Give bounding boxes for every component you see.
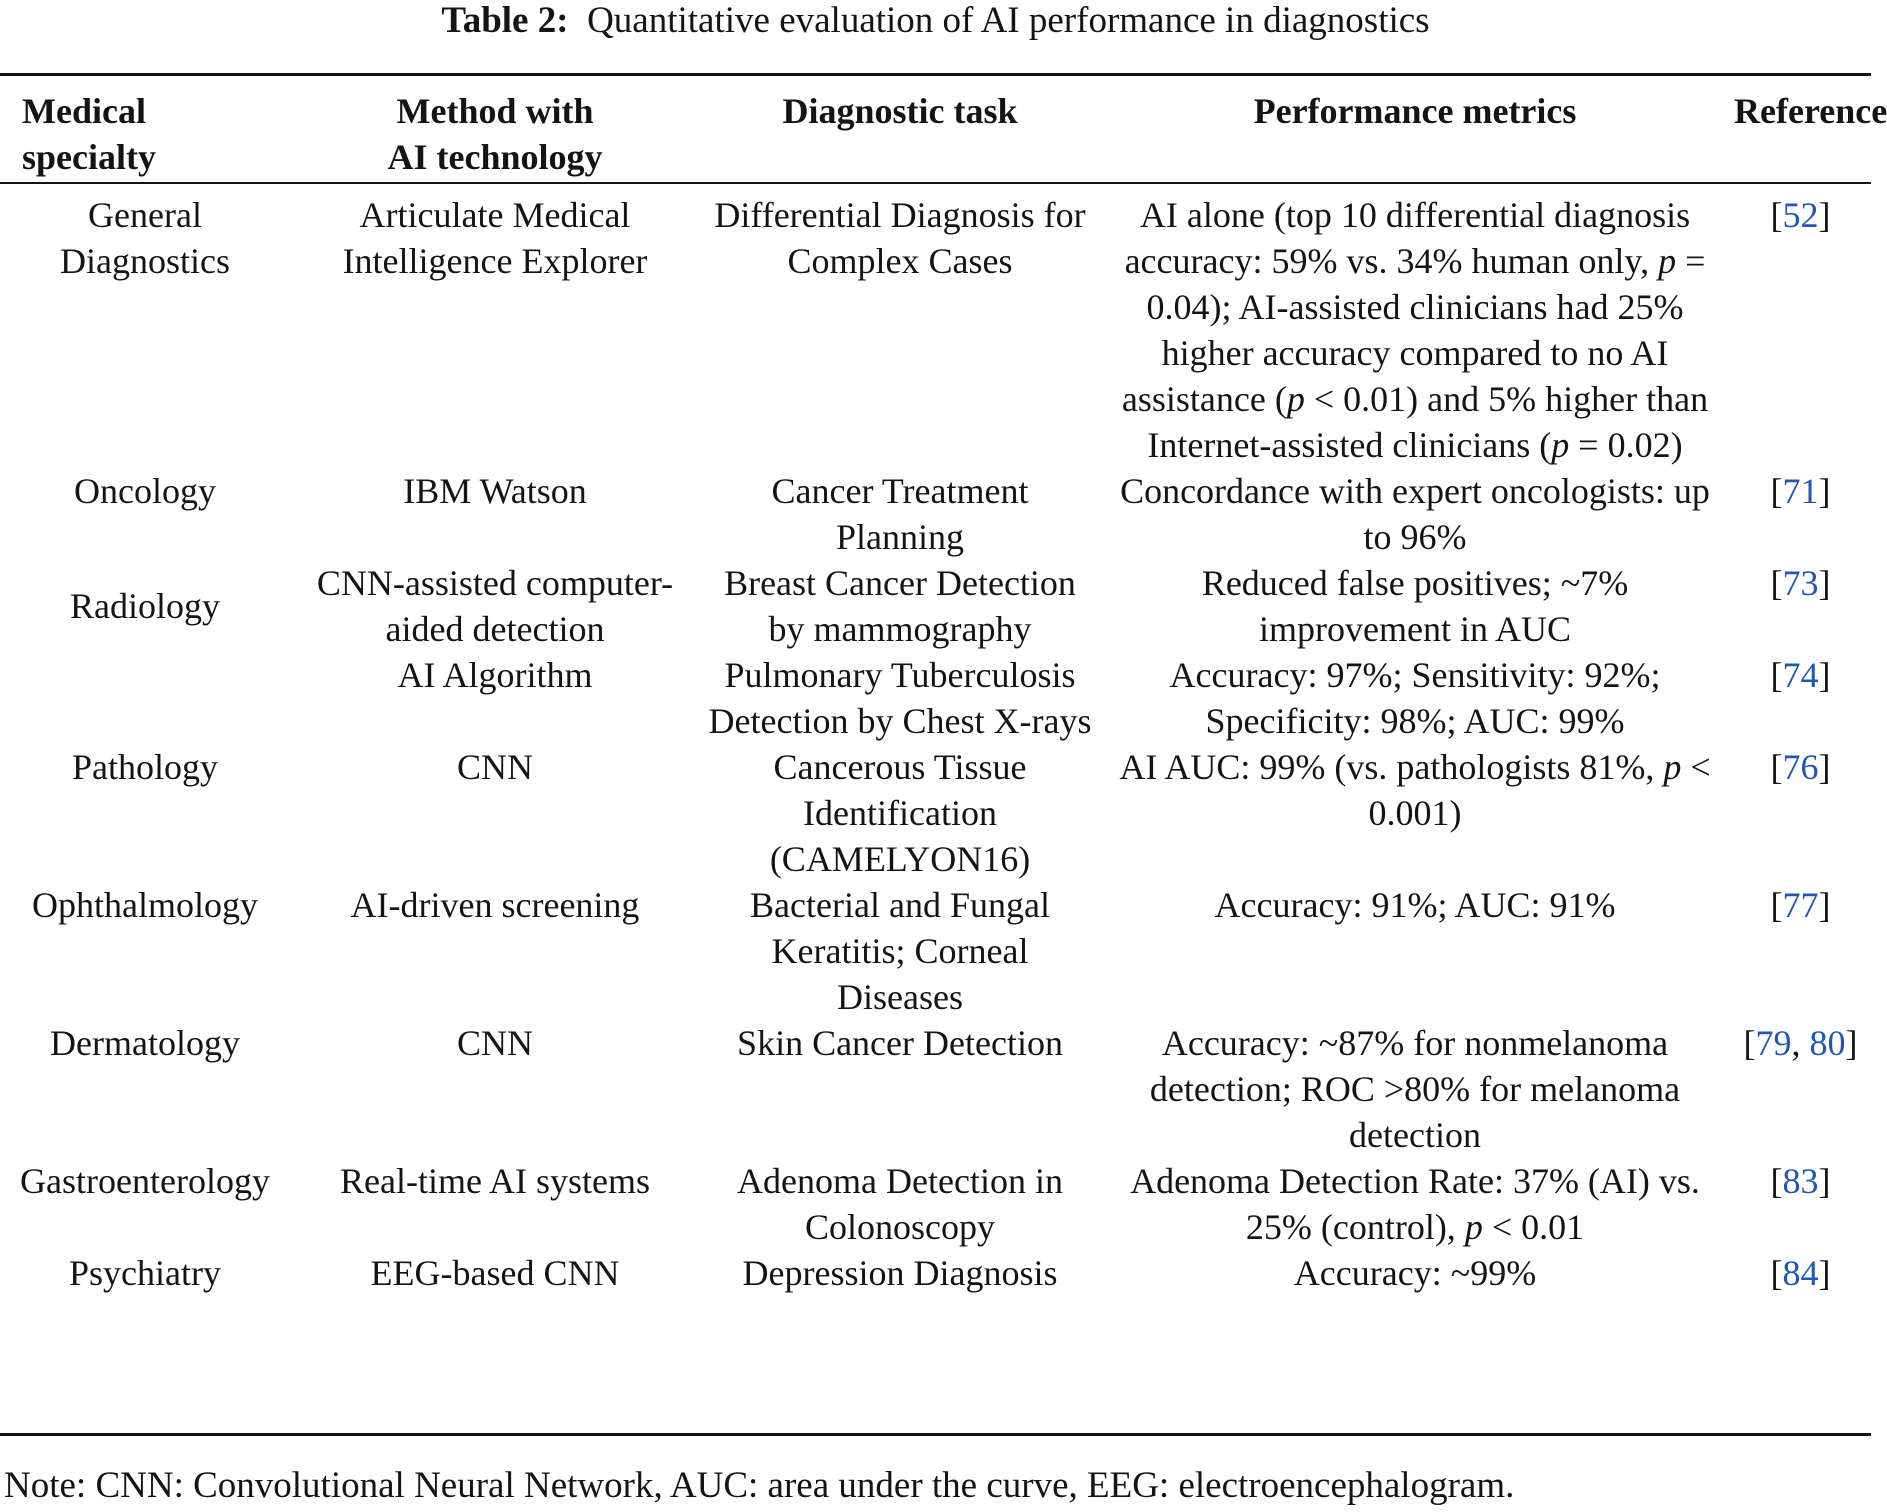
table-note: Note: CNN: Convolutional Neural Network, AUC: area under the curve, EEG: electroencephalogram.	[4, 1465, 1515, 1506]
reference-link[interactable]: 83	[1782, 1161, 1819, 1201]
cell-method: CNN-assisted computer-aided detection	[316, 563, 674, 649]
header-task: Diagnostic task	[782, 91, 1018, 131]
cell-reference: [52]	[1770, 195, 1831, 235]
cell-metrics: AI alone (top 10 differential diagnosis accuracy: 59% vs. 34% human only, p = 0.04); AI-assisted clinicians had 25% higher accuracy compared to no AI assistance (p < 0.01) and 5% higher than Internet-assisted clinicians (p = 0.02)	[1121, 195, 1709, 465]
cell-method: Real-time AI systems	[340, 1161, 650, 1201]
cell-method: AI Algorithm	[397, 655, 593, 695]
reference-link[interactable]: 79	[1755, 1023, 1792, 1063]
cell-reference: [76]	[1770, 747, 1831, 787]
table-label: Table 2:	[441, 0, 569, 41]
top-rule	[0, 73, 1871, 76]
cell-method: CNN	[456, 747, 533, 787]
cell-reference: [83]	[1770, 1161, 1831, 1201]
table-row	[0, 1020, 1871, 1158]
cell-task: Bacterial and Fungal Keratitis; Corneal Diseases	[750, 885, 1050, 1017]
table-row	[0, 1158, 1871, 1250]
header-method	[290, 78, 700, 180]
header-method-line2: AI technology	[387, 137, 603, 177]
cell-specialty: Ophthalmology	[32, 885, 258, 925]
header-method-line1: Method with	[396, 91, 594, 131]
cell-metrics: Accuracy: 91%; AUC: 91%	[1214, 885, 1616, 925]
cell-specialty: General Diagnostics	[60, 195, 230, 281]
cell-specialty: Gastroenterology	[20, 1161, 270, 1201]
cell-specialty	[0, 652, 290, 744]
reference-link[interactable]: 71	[1782, 471, 1819, 511]
header-reference: Reference	[1734, 91, 1887, 131]
bottom-rule	[0, 1433, 1871, 1436]
cell-task: Pulmonary Tuberculosis Detection by Chest X-rays	[708, 655, 1092, 741]
cell-metrics: Concordance with expert oncologists: up to 96%	[1120, 471, 1710, 557]
cell-task: Adenoma Detection in Colonoscopy	[737, 1161, 1063, 1247]
reference-link[interactable]: 73	[1782, 563, 1819, 603]
cell-metrics: Accuracy: 97%; Sensitivity: 92%; Specificity: 98%; AUC: 99%	[1169, 655, 1661, 741]
cell-specialty: Radiology	[70, 586, 220, 626]
table-row	[0, 1250, 1871, 1296]
cell-reference: [79, 80]	[1743, 1023, 1858, 1063]
cell-metrics: AI AUC: 99% (vs. pathologists 81%, p < 0.001)	[1119, 747, 1711, 833]
table-row	[0, 744, 1871, 882]
cell-task: Skin Cancer Detection	[737, 1023, 1063, 1063]
cell-method: AI-driven screening	[350, 885, 640, 925]
table-title: Quantitative evaluation of AI performance in diagnostics	[587, 0, 1430, 41]
cell-task: Depression Diagnosis	[742, 1253, 1058, 1293]
cell-reference: [84]	[1770, 1253, 1831, 1293]
cell-reference: [74]	[1770, 655, 1831, 695]
cell-reference: [71]	[1770, 471, 1831, 511]
cell-method: IBM Watson	[403, 471, 587, 511]
reference-link[interactable]: 77	[1782, 885, 1819, 925]
reference-link[interactable]: 52	[1782, 195, 1819, 235]
table-row	[0, 652, 1871, 744]
cell-metrics: Accuracy: ~99%	[1293, 1253, 1537, 1293]
cell-reference: [73]	[1770, 563, 1831, 603]
cell-metrics: Adenoma Detection Rate: 37% (AI) vs. 25% (control), p < 0.01	[1130, 1161, 1700, 1247]
results-table	[0, 78, 1887, 1296]
table-row	[0, 882, 1871, 1020]
header-row	[0, 78, 1871, 180]
cell-method: CNN	[456, 1023, 533, 1063]
header-specialty: Medical specialty	[22, 91, 156, 177]
cell-task: Cancer Treatment Planning	[771, 471, 1029, 557]
cell-specialty: Psychiatry	[69, 1253, 221, 1293]
header-metrics: Performance metrics	[1253, 91, 1577, 131]
cell-task: Differential Diagnosis for Complex Cases	[714, 195, 1086, 281]
cell-specialty: Dermatology	[50, 1023, 240, 1063]
cell-specialty: Oncology	[74, 471, 216, 511]
cell-method: EEG-based CNN	[370, 1253, 620, 1293]
cell-task: Cancerous Tissue Identification (CAMELYON16)	[769, 747, 1031, 879]
cell-method: Articulate Medical Intelligence Explorer	[342, 195, 648, 281]
table-row	[0, 468, 1871, 560]
reference-link[interactable]: 84	[1782, 1253, 1819, 1293]
reference-link[interactable]: 74	[1782, 655, 1819, 695]
cell-specialty: Pathology	[71, 747, 218, 787]
table-row	[0, 180, 1871, 468]
cell-metrics: Reduced false positives; ~7% improvement in AUC	[1201, 563, 1629, 649]
reference-link[interactable]: 76	[1782, 747, 1819, 787]
table-row	[0, 560, 1871, 652]
table-caption	[0, 0, 1871, 44]
cell-reference: [77]	[1770, 885, 1831, 925]
cell-task: Breast Cancer Detection by mammography	[724, 563, 1076, 649]
cell-metrics: Accuracy: ~87% for nonmelanoma detection; ROC >80% for melanoma detection	[1149, 1023, 1681, 1155]
reference-link[interactable]: 80	[1809, 1023, 1846, 1063]
